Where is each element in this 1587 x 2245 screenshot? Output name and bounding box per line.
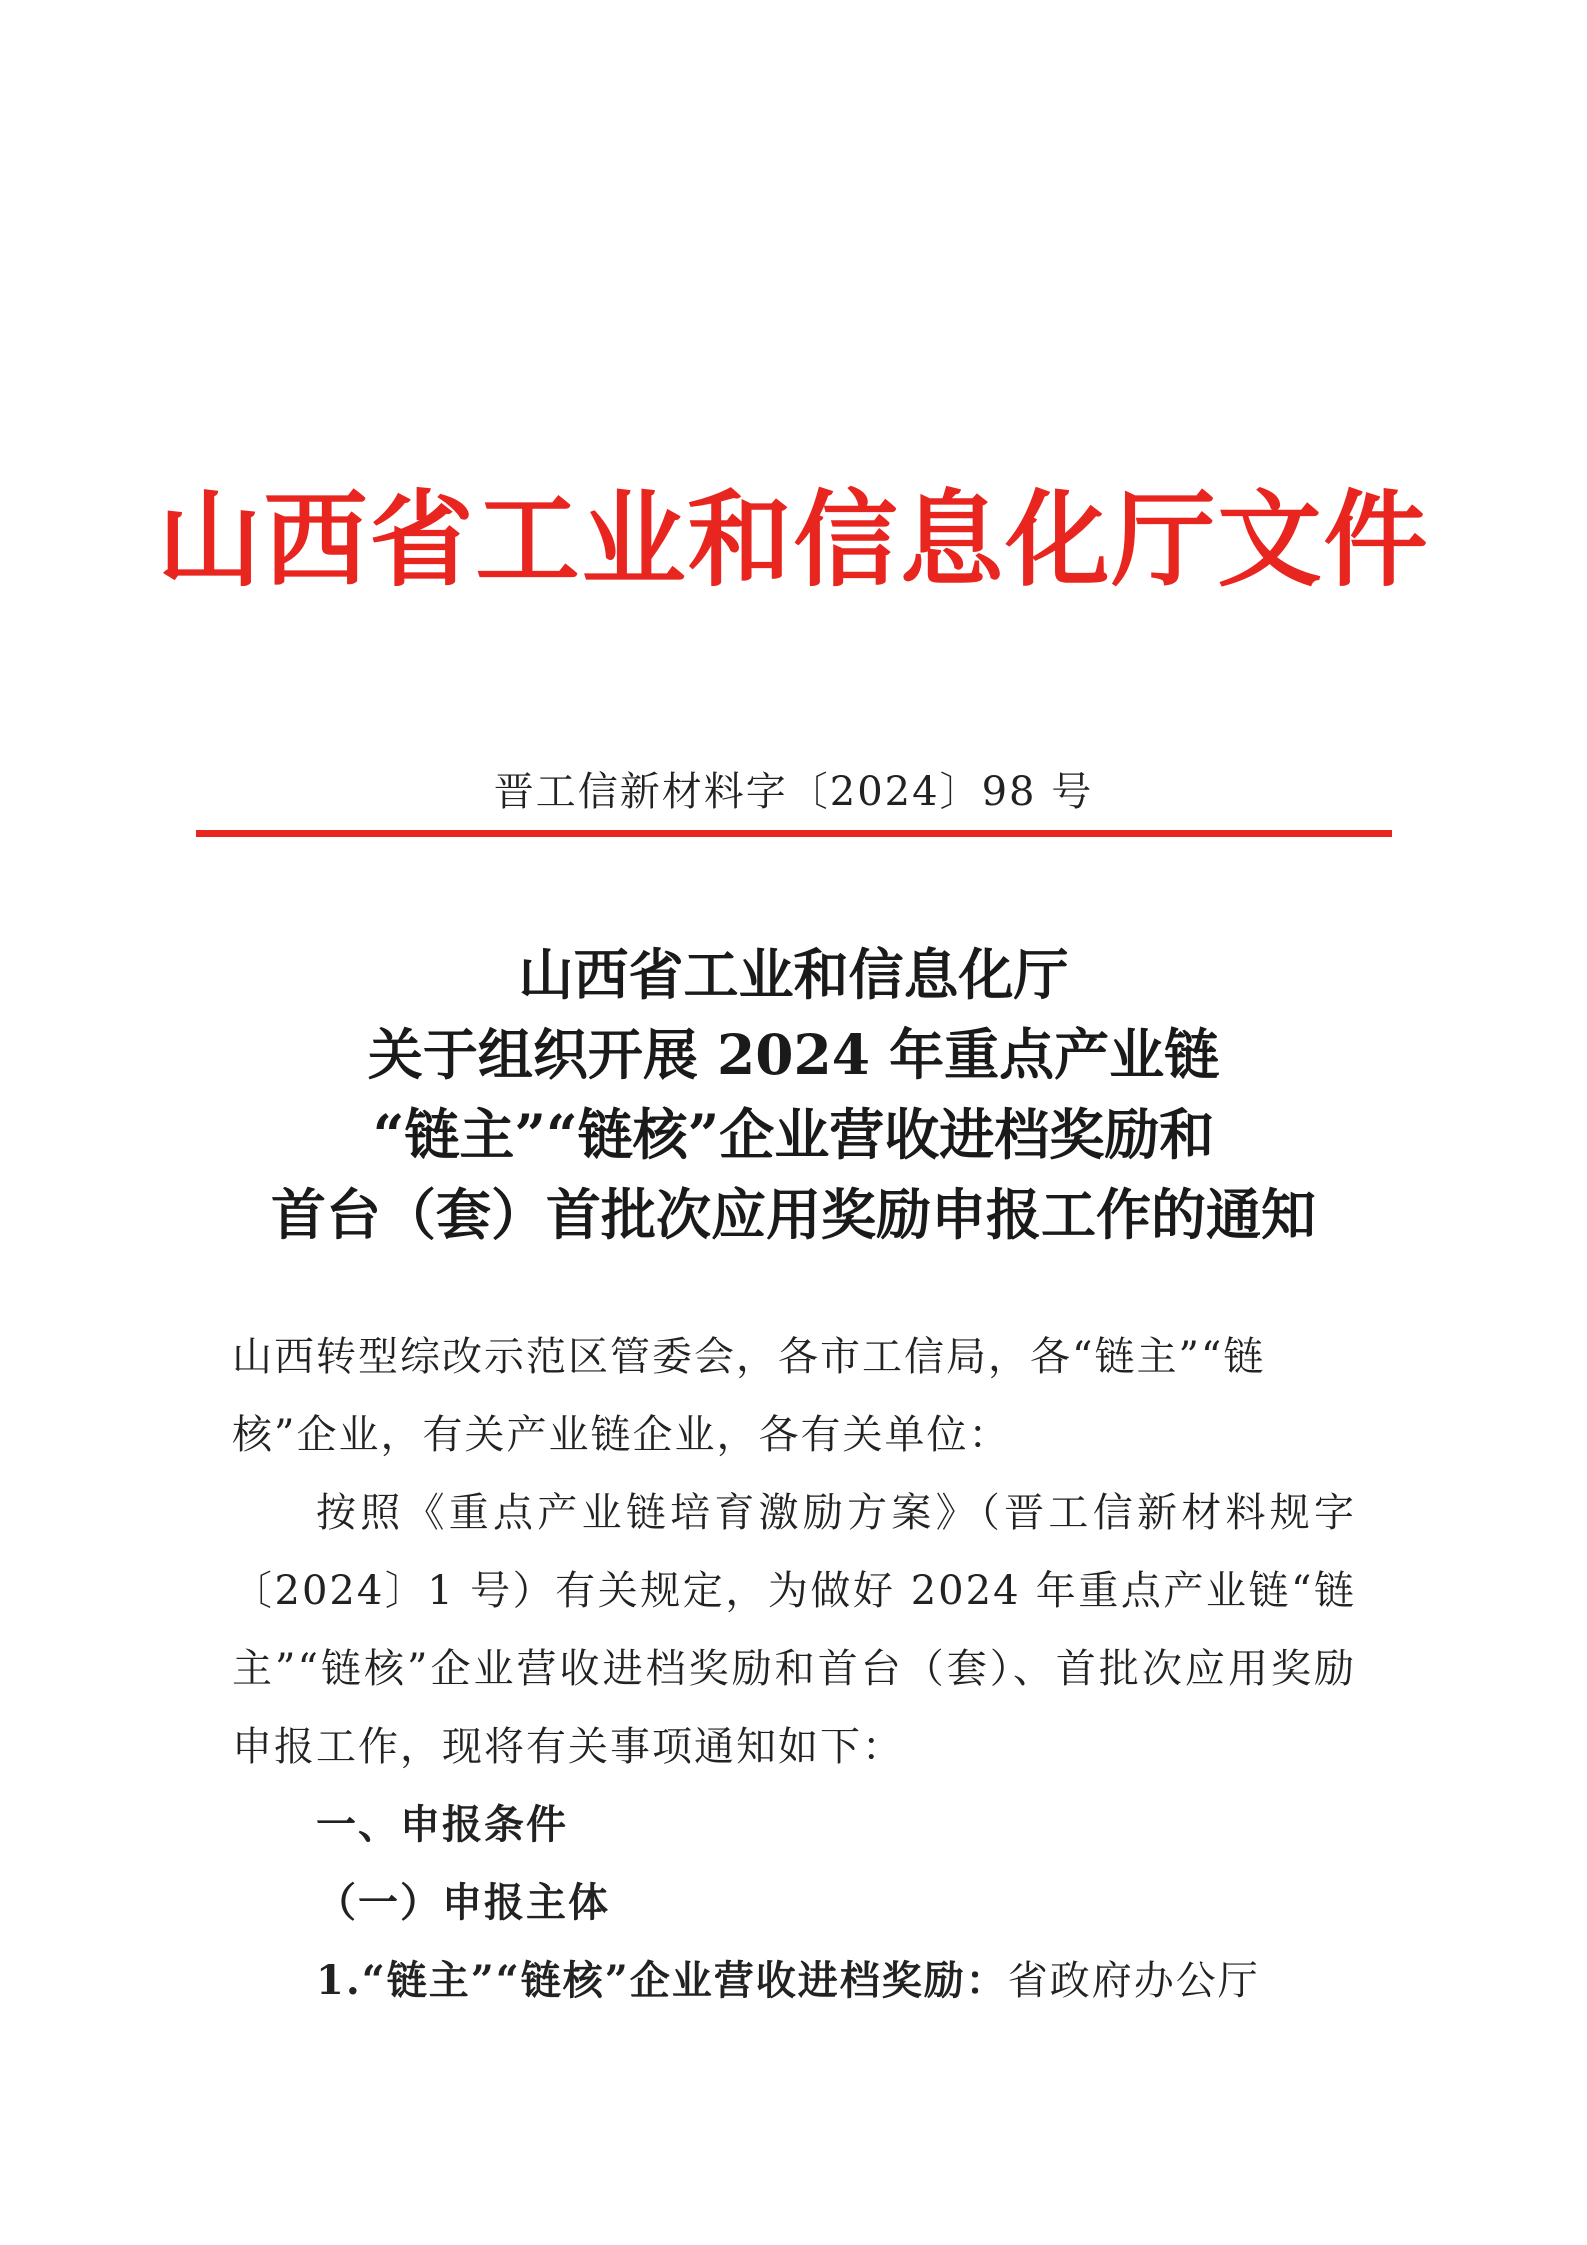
item-label: 1.“链主”“链核”企业营收进档奖励： xyxy=(316,1957,1008,2004)
notice-title xyxy=(0,935,1587,1255)
masthead-title: 山西省工业和信息化厅文件 xyxy=(157,478,1430,601)
subsection-heading-1: （一）申报主体 xyxy=(316,1879,610,1926)
intro-paragraph: 按照《重点产业链培育激励方案》（晋工信新材料规字〔2024〕1 号）有关规定，为做好 2024 年重点产业链“链主”“链核”企业营收进档奖励和首台（套）、首批次应用奖励申报工作，现将有关事项通知如下： xyxy=(232,1490,1356,1770)
title-line-2: 关于组织开展 2024 年重点产业链 xyxy=(367,1022,1220,1087)
title-line-4: 首台（套）首批次应用奖励申报工作的通知 xyxy=(270,1182,1316,1247)
addressee-line-1: 山西转型综改示范区管委会，各市工信局，各“链主”“链 xyxy=(232,1334,1266,1380)
section-heading-1: 一、申报条件 xyxy=(316,1802,568,1848)
red-divider-rule xyxy=(196,830,1392,837)
title-line-3: “链主”“链核”企业营收进档奖励和 xyxy=(372,1102,1215,1167)
title-line-1: 山西省工业和信息化厅 xyxy=(518,942,1069,1007)
addressee-line-2: 核”企业，有关产业链企业，各有关单位： xyxy=(232,1412,1011,1458)
document-body xyxy=(232,1318,1356,2020)
list-item xyxy=(232,1942,1356,2020)
document-number: 晋工信新材料字〔2024〕98 号 xyxy=(493,769,1094,815)
item-text: 省政府办公厅 xyxy=(1007,1958,1260,2004)
